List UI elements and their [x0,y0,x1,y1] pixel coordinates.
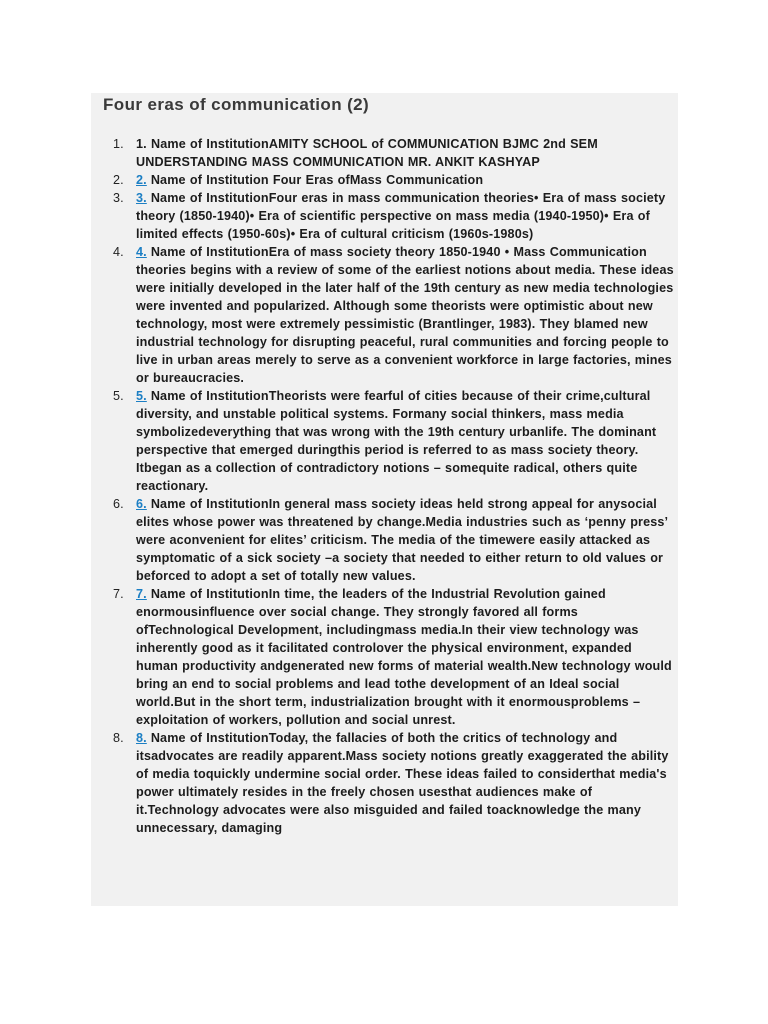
item-text: Name of InstitutionIn general mass society ideas held strong appeal for anysocial elites whose power was threatened by change.Media industries such as ‘penny press’ were aconvenient for elites’ criticism. The media of the timewere easily attacked as symptomatic of a sick society –a society that needed to either return to old values or beforced to adopt a set of totally new values. [136,497,668,583]
item-number: 7. [113,587,124,601]
list-item [91,387,678,495]
list-item [91,171,678,189]
item-text: Name of InstitutionTheorists were fearful of cities because of their crime,cultural diversity, and unstable political systems. Formany social thinkers, mass media symbolizedeverything that was wrong with the 19th century urbanlife. The dominant perspective that emerged duringthis period is referred to as mass society theory. Itbegan as a collection of contradictory notions – somequite radical, others quite reactionary. [136,389,657,493]
item-number: 1. [113,137,124,151]
item-link[interactable]: 5. [136,389,147,403]
list-item [91,729,678,837]
item-text: Name of Institution Four Eras ofMass Communication [150,173,484,187]
list-item [91,495,678,585]
list-item [91,585,678,729]
item-number: 2. [113,173,124,187]
item-number: 8. [113,731,124,745]
item-link[interactable]: 4. [136,245,147,259]
list-item [91,243,678,387]
item-number: 5. [113,389,124,403]
document-title: Four eras of communication (2) [103,95,370,114]
item-text: Name of InstitutionToday, the fallacies of both the critics of technology and itsadvocates are readily apparent.Mass society notions greatly exaggerated the ability of media toquickly undermine social order. These ideas failed to considerthat media's power ultimately resides in the freely chosen usesthat audiences make of it.Technology advocates were also misguided and failed toacknowledge the many unnecessary, damaging [136,731,669,835]
list-item [91,189,678,243]
item-text: Name of InstitutionEra of mass society theory 1850-1940 • Mass Communication theories begins with a review of some of the earliest notions about media. These ideas were initially developed in the later half of the 19th century as new media technologies were invented and popularized. Although some theorists were optimistic about new technology, most were extremely pessimistic (Brantlinger, 1983). They blamed new industrial technology for disrupting peaceful, rural communities and forcing people to live in urban areas merely to serve as a convenient workforce in large factories, mines or bureaucracies. [136,245,674,385]
item-link[interactable]: 8. [136,731,147,745]
item-link[interactable]: 6. [136,497,147,511]
item-text: Name of InstitutionIn time, the leaders of the Industrial Revolution gained enormousinfluence over social change. They strongly favored all forms ofTechnological Development, includingmass media.In their view technology was inherently good as it facilitated controlover the physical environment, expanded human productivity andgenerated new forms of material wealth.New technology would bring an end to social problems and lead tothe development of an Ideal social world.But in the short term, industrialization brought with it enormousproblems – exploitation of workers, pollution and social unrest. [136,587,672,727]
item-link[interactable]: 7. [136,587,147,601]
item-number: 4. [113,245,124,259]
item-text: Name of InstitutionFour eras in mass communication theories• Era of mass society theory (1850-1940)• Era of scientific perspective on mass media (1940-1950)• Era of limited effects (1950-60s)• Era of cultural criticism (1960s-1980s) [136,191,666,241]
item-number: 6. [113,497,124,511]
item-text: 1. Name of InstitutionAMITY SCHOOL of COMMUNICATION BJMC 2nd SEM UNDERSTANDING MASS COMMUNICATION MR. ANKIT KASHYAP [136,137,598,169]
slide-list [91,135,678,837]
item-number: 3. [113,191,124,205]
list-item [91,135,678,171]
item-link[interactable]: 2. [136,173,147,187]
document-page [91,93,678,906]
item-link[interactable]: 3. [136,191,147,205]
